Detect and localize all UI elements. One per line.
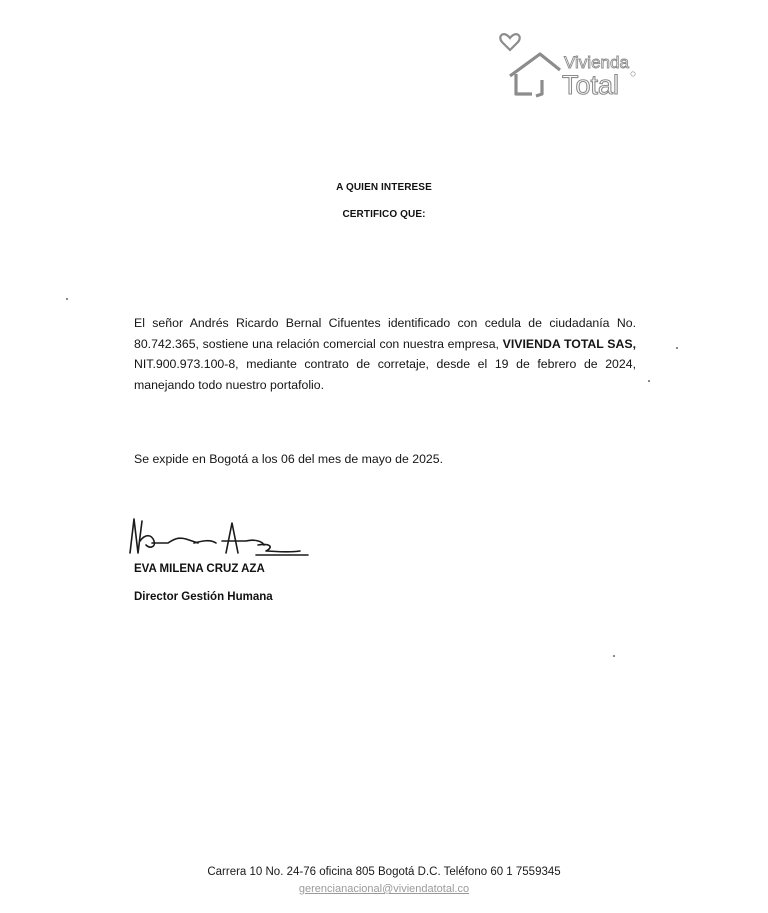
signer-name: EVA MILENA CRUZ AZA [134, 563, 265, 575]
heart-icon [500, 34, 519, 50]
scan-speck [676, 347, 678, 349]
brand-line-2: Total [562, 70, 620, 100]
footer-address: Carrera 10 No. 24-76 oficina 805 Bogotá D.C. Teléfono 60 1 7559345 [207, 866, 561, 878]
body-text-part-1: El señor Andrés Ricardo Bernal Cifuentes identificado con cedula de ciudadanía No. 80.742.365, sostiene una relación comercial con nuestra empresa, [134, 316, 636, 351]
scan-speck [648, 380, 650, 382]
scan-speck [613, 655, 615, 657]
heading-certifico-que: CERTIFICO QUE: [342, 209, 426, 220]
handwritten-signature [124, 513, 314, 565]
vivienda-total-logo [496, 24, 646, 102]
certificate-body [134, 313, 636, 395]
company-name: VIVIENDA TOTAL SAS, [502, 336, 636, 351]
footer-email-link[interactable]: gerencianacional@viviendatotal.co [298, 883, 470, 895]
body-text-part-2: NIT.900.973.100-8, mediante contrato de corretaje, desde el 19 de febrero de 2024, manejando todo nuestro portafolio. [134, 357, 636, 392]
heading-a-quien-interese: A QUIEN INTERESE [336, 182, 432, 193]
scan-speck [66, 298, 68, 300]
house-icon [510, 54, 560, 96]
brand-line-1: Vivienda [564, 53, 629, 72]
signer-role: Director Gestión Humana [134, 591, 273, 603]
issued-line: Se expide en Bogotá a los 06 del mes de mayo de 2025. [134, 452, 444, 466]
